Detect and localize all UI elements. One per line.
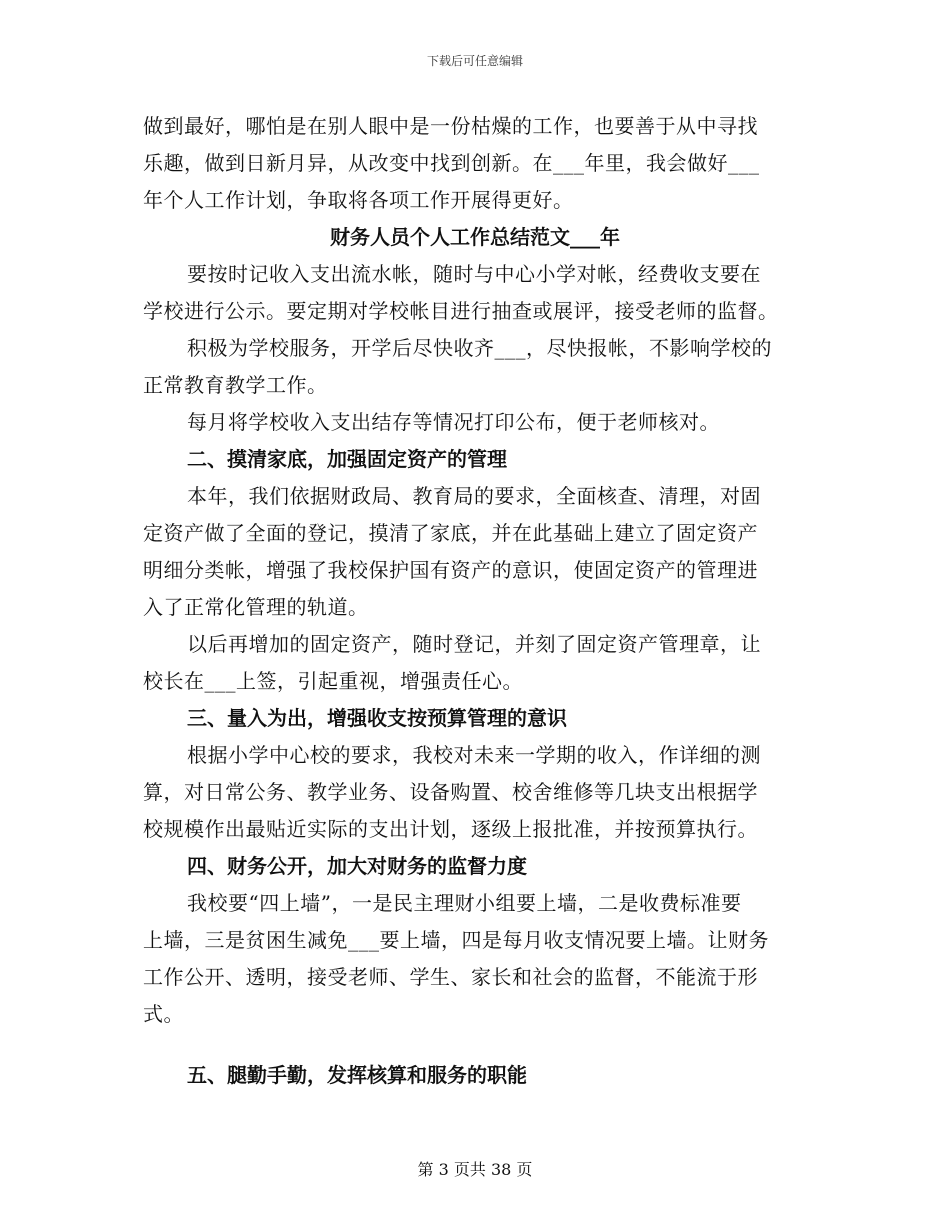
heading-3: 三、量入为出，增强收支按预算管理的意识 (187, 706, 567, 730)
text-line: 校长在___上签，引起重视，增强责任心。 (143, 669, 523, 693)
text-line: 入了正常化管理的轨道。 (143, 595, 369, 619)
text-line: 本年，我们依据财政局、教育局的要求，全面核查、清理，对固 (187, 484, 761, 508)
text-line: 年个人工作计划，争取将各项工作开展得更好。 (143, 188, 574, 212)
text-line: 校规模作出最贴近实际的支出计划，逐级上报批准，并按预算执行。 (143, 817, 758, 841)
text-line: 算，对日常公务、教学业务、设备购置、校舍维修等几块支出根据学 (143, 780, 758, 804)
paragraph-5 (143, 626, 807, 700)
text-line: 学校进行公示。要定期对学校帐目进行抽查或展评，接受老师的监督。 (143, 299, 779, 323)
heading-5: 五、腿勤手勤，发挥核算和服务的职能 (187, 1063, 527, 1087)
heading-2: 二、摸清家底，加强固定资产的管理 (187, 447, 507, 471)
page-header: 下载后可任意编辑 (426, 54, 523, 68)
section-title: 财务人员个人工作总结范文___年 (330, 225, 620, 249)
text-line: 明细分类帐，增强了我校保护国有资产的意识，使固定资产的管理进 (143, 558, 758, 582)
text-line: 工作公开、透明，接受老师、学生、家长和社会的监督，不能流于形 (143, 965, 758, 989)
text-line: 做到最好，哪怕是在别人眼中是一份枯燥的工作，也要善于从中寻找 (143, 114, 758, 138)
paragraph-4 (143, 478, 807, 626)
text-line: 以后再增加的固定资产，随时登记，并刻了固定资产管理章，让 (187, 632, 761, 656)
text-line: 定资产做了全面的登记，摸清了家底，并在此基础上建立了固定资产 (143, 521, 758, 545)
heading-4: 四、财务公开，加大对财务的监督力度 (187, 854, 527, 878)
text-line: 正常教育教学工作。 (143, 373, 328, 397)
paragraph-6 (143, 737, 807, 848)
paragraph-2 (143, 330, 807, 404)
paragraph-1 (143, 256, 807, 330)
document-body (143, 108, 807, 1094)
paragraph-3 (143, 404, 807, 441)
text-line: 根据小学中心校的要求，我校对未来一学期的收入，作详细的测 (187, 743, 761, 767)
text-line: 要按时记收入支出流水帐，随时与中心小学对帐，经费收支要在 (187, 262, 761, 286)
page-footer: 第 3 页共 38 页 (417, 1160, 533, 1179)
paragraph-7 (143, 885, 807, 1033)
text-line: 积极为学校服务，开学后尽快收齐___，尽快报帐，不影响学校的 (187, 336, 772, 360)
text-line: 我校要“四上墙”，一是民主理财小组要上墙，二是收费标准要 (187, 891, 742, 915)
text-line: 乐趣，做到日新月异，从改变中找到创新。在___年里，我会做好___ (143, 151, 760, 175)
text-line: 式。 (143, 1002, 184, 1026)
text-line: 上墙，三是贫困生减免___要上墙，四是每月收支情况要上墙。让财务 (143, 928, 769, 952)
intro-paragraph (143, 108, 807, 219)
text-line: 每月将学校收入支出结存等情况打印公布，便于老师核对。 (187, 410, 720, 434)
